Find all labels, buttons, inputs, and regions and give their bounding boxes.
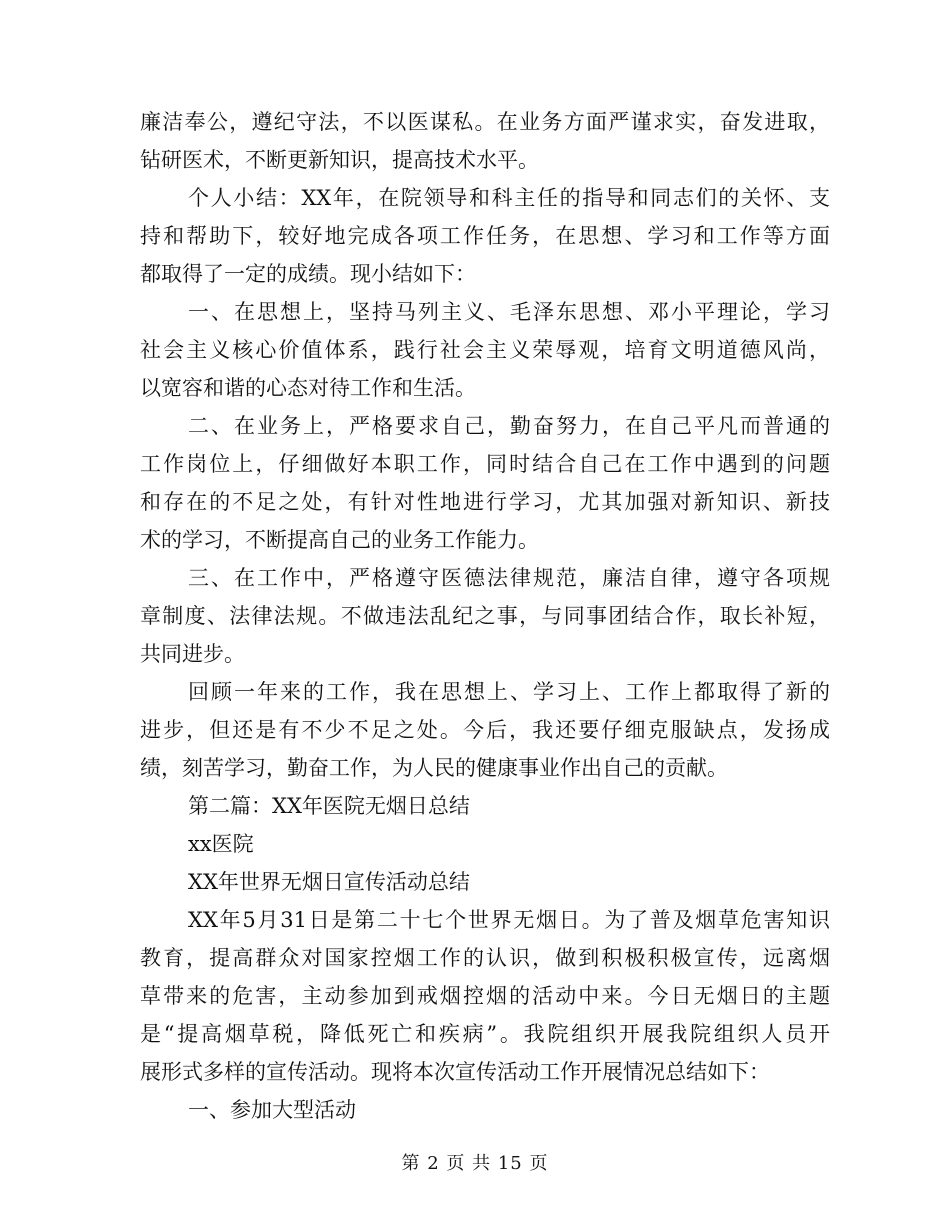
text-line: 持和帮助下，较好地完成各项工作任务，在思想、学习和工作等方面	[140, 224, 830, 248]
text-line: 社会主义核心价值体系，践行社会主义荣辱观，培育文明道德风尚，	[140, 338, 830, 362]
text-line: 绩，刻苦学习，勤奋工作，为人民的健康事业作出自己的贡献。	[140, 756, 728, 780]
text-line: 章制度、法律法规。不做违法乱纪之事，与同事团结合作，取长补短，	[140, 604, 830, 628]
text-line: 工作岗位上，仔细做好本职工作，同时结合自己在工作中遇到的问题	[140, 452, 830, 476]
text-line: 以宽容和谐的心态对待工作和生活。	[140, 376, 476, 400]
text-line: 一、在思想上，坚持马列主义、毛泽东思想、邓小平理论，学习	[188, 300, 830, 324]
text-line: 都取得了一定的成绩。现小结如下：	[140, 262, 476, 286]
report-title: XX年世界无烟日宣传活动总结	[188, 870, 470, 894]
text-line: 进步，但还是有不少不足之处。今后，我还要仔细克服缺点，发扬成	[140, 718, 830, 742]
text-line: XX年5月31日是第二十七个世界无烟日。为了普及烟草危害知识	[188, 908, 830, 932]
text-line: 是“提高烟草税，降低死亡和疾病”。我院组织开展我院组织人员开	[140, 1022, 830, 1046]
text-line: 教育，提高群众对国家控烟工作的认识，做到积极积极宣传，远离烟	[140, 946, 830, 970]
text-line: 二、在业务上，严格要求自己，勤奋努力，在自己平凡而普通的	[188, 414, 830, 438]
text-line: 廉洁奉公，遵纪守法，不以医谋私。在业务方面严谨求实，奋发进取，	[140, 110, 830, 134]
page-number: 第 2 页 共 15 页	[401, 1153, 549, 1174]
text-line: 个人小结：XX年，在院领导和科主任的指导和同志们的关怀、支	[188, 186, 830, 210]
text-line: 钻研医术，不断更新知识，提高技术水平。	[140, 148, 539, 172]
text-line: 三、在工作中，严格遵守医德法律规范，廉洁自律，遵守各项规	[188, 566, 830, 590]
text-line: 和存在的不足之处，有针对性地进行学习，尤其加强对新知识、新技	[140, 490, 830, 514]
text-line: 展形式多样的宣传活动。现将本次宣传活动工作开展情况总结如下：	[140, 1060, 770, 1084]
text-line: 回顾一年来的工作，我在思想上、学习上、工作上都取得了新的	[188, 680, 830, 704]
text-line: 共同进步。	[140, 642, 245, 666]
document-body	[140, 103, 830, 1129]
subsection-heading: 一、参加大型活动	[188, 1098, 356, 1122]
text-line: 草带来的危害，主动参加到戒烟控烟的活动中来。今日无烟日的主题	[140, 984, 830, 1008]
section-heading: 第二篇：XX年医院无烟日总结	[188, 794, 470, 818]
text-line: 术的学习，不断提高自己的业务工作能力。	[140, 528, 539, 552]
organization-name: xx医院	[188, 832, 254, 856]
